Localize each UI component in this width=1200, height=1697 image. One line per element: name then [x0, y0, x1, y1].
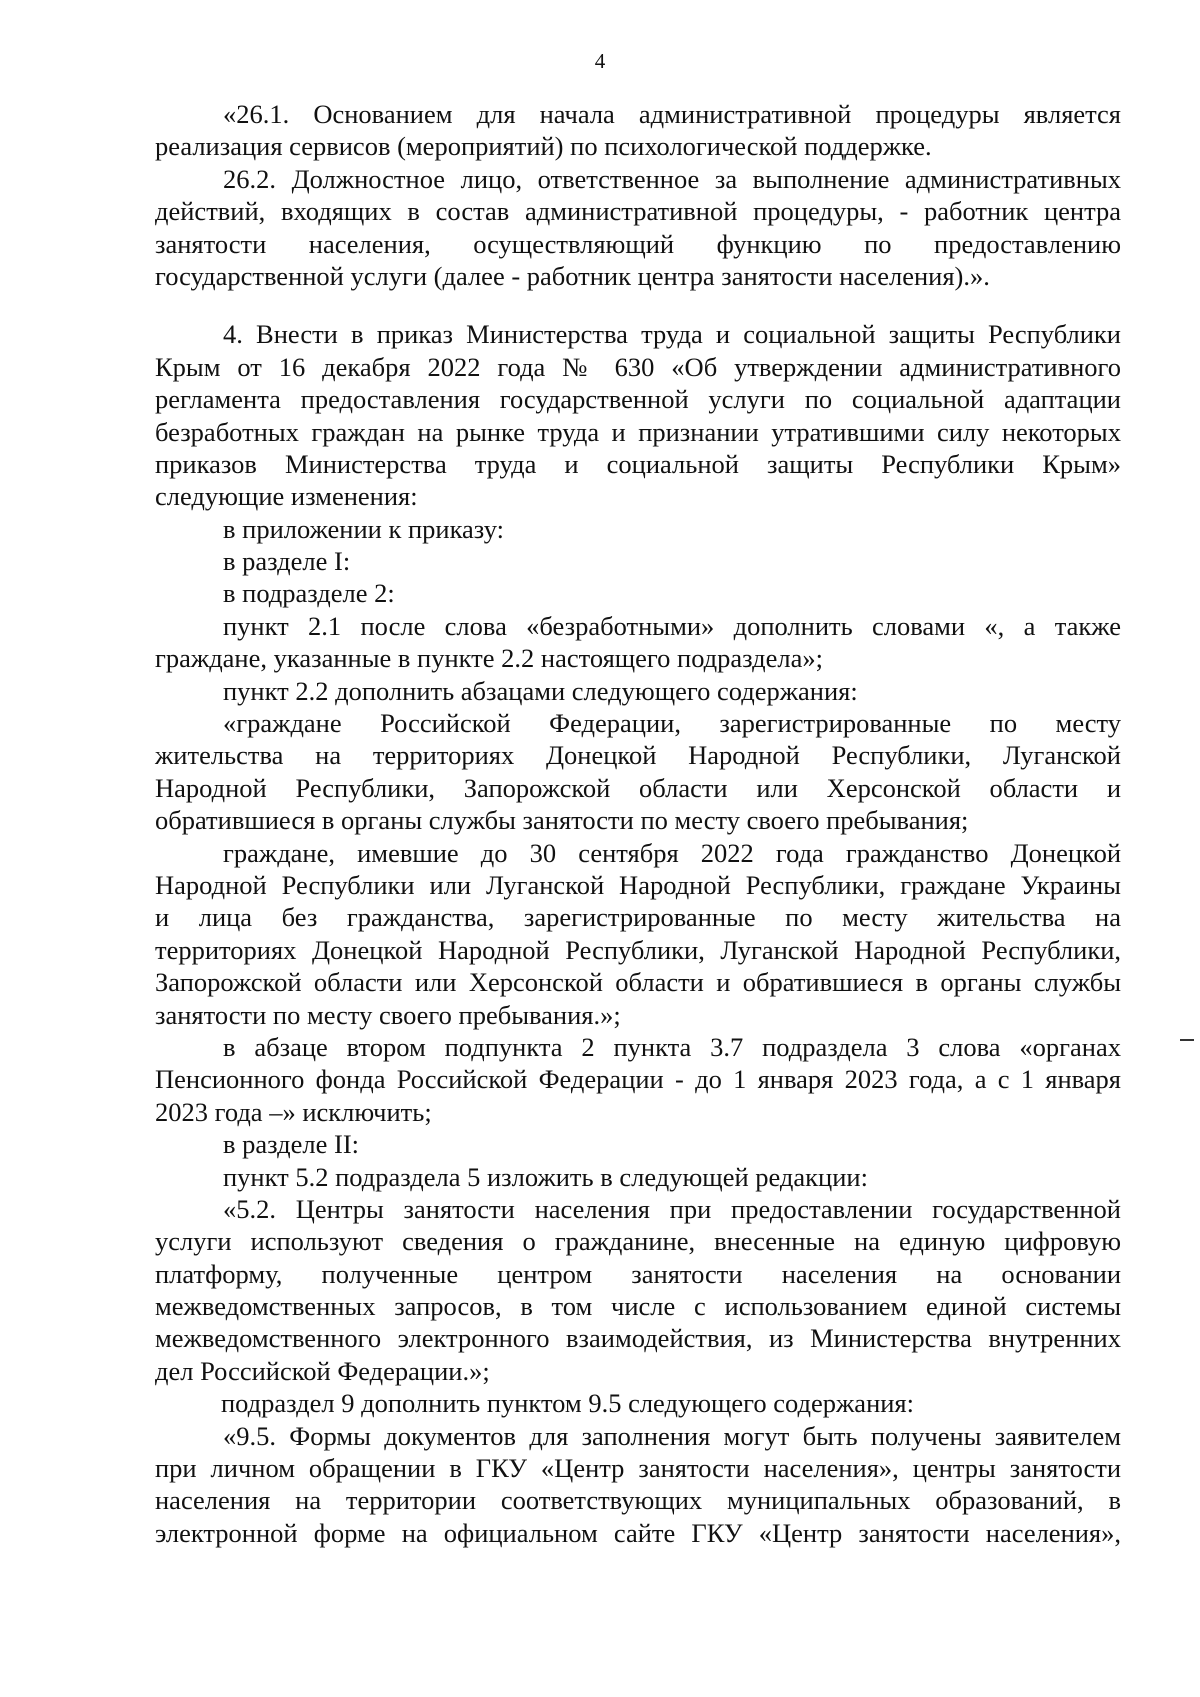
text-line: 2023 года –» исключить;: [155, 1096, 432, 1127]
paragraph: [155, 837, 1121, 1031]
paragraph: [155, 318, 1121, 512]
text-line: в разделе I:: [223, 546, 351, 577]
paragraph: [155, 1387, 1121, 1419]
text-line: в абзаце втором подпункта 2 пункта 3.7 подраздела 3 слова «органах: [223, 1031, 1121, 1062]
document-body: [155, 98, 1121, 1549]
paragraph: [155, 545, 1121, 577]
text-line: приказов Министерства труда и социальной защиты Республики Крым»: [155, 448, 1121, 479]
text-line: территориях Донецкой Народной Республики, Луганской Народной Республики,: [155, 934, 1121, 965]
text-line: «5.2. Центры занятости населения при предоставлении государственной: [223, 1193, 1121, 1224]
text-line: обратившиеся в органы службы занятости по месту своего пребывания;: [155, 805, 969, 836]
paragraph: [155, 1031, 1121, 1128]
text-line: услуги используют сведения о гражданине, внесенные на единую цифровую: [155, 1226, 1121, 1257]
text-line: в подразделе 2:: [223, 578, 395, 609]
text-line: межведомственных запросов, в том числе с использованием единой системы: [155, 1291, 1121, 1322]
text-line: действий, входящих в состав административной процедуры, - работник центра: [155, 196, 1121, 227]
text-line: 26.2. Должностное лицо, ответственное за выполнение административных: [223, 163, 1121, 194]
text-line: дел Российской Федерации.»;: [155, 1355, 490, 1386]
page-number: 4: [594, 49, 606, 73]
paragraph: [155, 610, 1121, 675]
scan-edge-mark: [1180, 1039, 1194, 1041]
text-line: в разделе II:: [223, 1129, 360, 1160]
text-line: электронной форме на официальном сайте ГКУ «Центр занятости населения»,: [155, 1517, 1121, 1548]
text-line: Запорожской области или Херсонской области и обратившиеся в органы службы: [155, 967, 1121, 998]
text-line: регламента предоставления государственной услуги по социальной адаптации: [155, 384, 1121, 415]
text-line: подраздел 9 дополнить пунктом 9.5 следующего содержания:: [221, 1388, 914, 1419]
text-line: безработных граждан на рынке труда и признании утратившими силу некоторых: [155, 416, 1121, 447]
text-line: занятости населения, осуществляющий функцию по предоставлению: [155, 228, 1121, 259]
paragraph: [155, 1193, 1121, 1387]
text-line: жительства на территориях Донецкой Народной Республики, Луганской: [155, 740, 1121, 771]
text-line: «26.1. Основанием для начала административной процедуры является: [223, 99, 1121, 129]
paragraph-gap: [155, 292, 1121, 318]
text-line: Народной Республики, Запорожской области или Херсонской области и: [155, 772, 1121, 803]
text-line: Крым от 16 декабря 2022 года № 630 «Об утверждении административного: [155, 351, 1121, 382]
text-line: «граждане Российской Федерации, зарегистрированные по месту: [223, 708, 1121, 739]
text-line: и лица без гражданства, зарегистрированные по месту жительства на: [155, 902, 1121, 933]
paragraph: [155, 513, 1121, 545]
paragraph: [155, 707, 1121, 837]
text-line: «9.5. Формы документов для заполнения могут быть получены заявителем: [223, 1420, 1121, 1451]
text-line: при личном обращении в ГКУ «Центр занятости населения», центры занятости: [155, 1453, 1121, 1484]
text-line: пункт 2.2 дополнить абзацами следующего содержания:: [223, 675, 858, 706]
paragraph: [155, 1420, 1121, 1550]
paragraph: [155, 577, 1121, 609]
text-line: следующие изменения:: [155, 481, 418, 512]
paragraph: [155, 163, 1121, 293]
text-line: государственной услуги (далее - работник центра занятости населения).».: [155, 260, 990, 291]
text-line: 4. Внести в приказ Министерства труда и социальной защиты Республики: [223, 319, 1121, 350]
text-line: реализация сервисов (мероприятий) по психологической поддержке.: [155, 131, 932, 162]
text-line: Пенсионного фонда Российской Федерации - до 1 января 2023 года, а с 1 января: [155, 1064, 1121, 1095]
text-line: пункт 2.1 после слова «безработными» дополнить словами «, а также: [223, 610, 1121, 641]
text-line: населения на территории соответствующих муниципальных образований, в: [155, 1485, 1121, 1516]
paragraph: [155, 1161, 1121, 1193]
paragraph: [155, 675, 1121, 707]
text-line: межведомственного электронного взаимодействия, из Министерства внутренних: [155, 1323, 1121, 1354]
text-line: занятости по месту своего пребывания.»;: [155, 999, 621, 1030]
text-line: Народной Республики или Луганской Народной Республики, граждане Украины: [155, 869, 1121, 900]
paragraph: [155, 98, 1121, 163]
text-line: в приложении к приказу:: [223, 513, 504, 544]
text-line: граждане, указанные в пункте 2.2 настоящего подраздела»;: [155, 643, 824, 674]
paragraph: [155, 1128, 1121, 1160]
text-line: граждане, имевшие до 30 сентября 2022 года гражданство Донецкой: [223, 837, 1121, 868]
text-line: платформу, полученные центром занятости населения на основании: [155, 1258, 1121, 1289]
text-line: пункт 5.2 подраздела 5 изложить в следующей редакции:: [223, 1161, 868, 1192]
